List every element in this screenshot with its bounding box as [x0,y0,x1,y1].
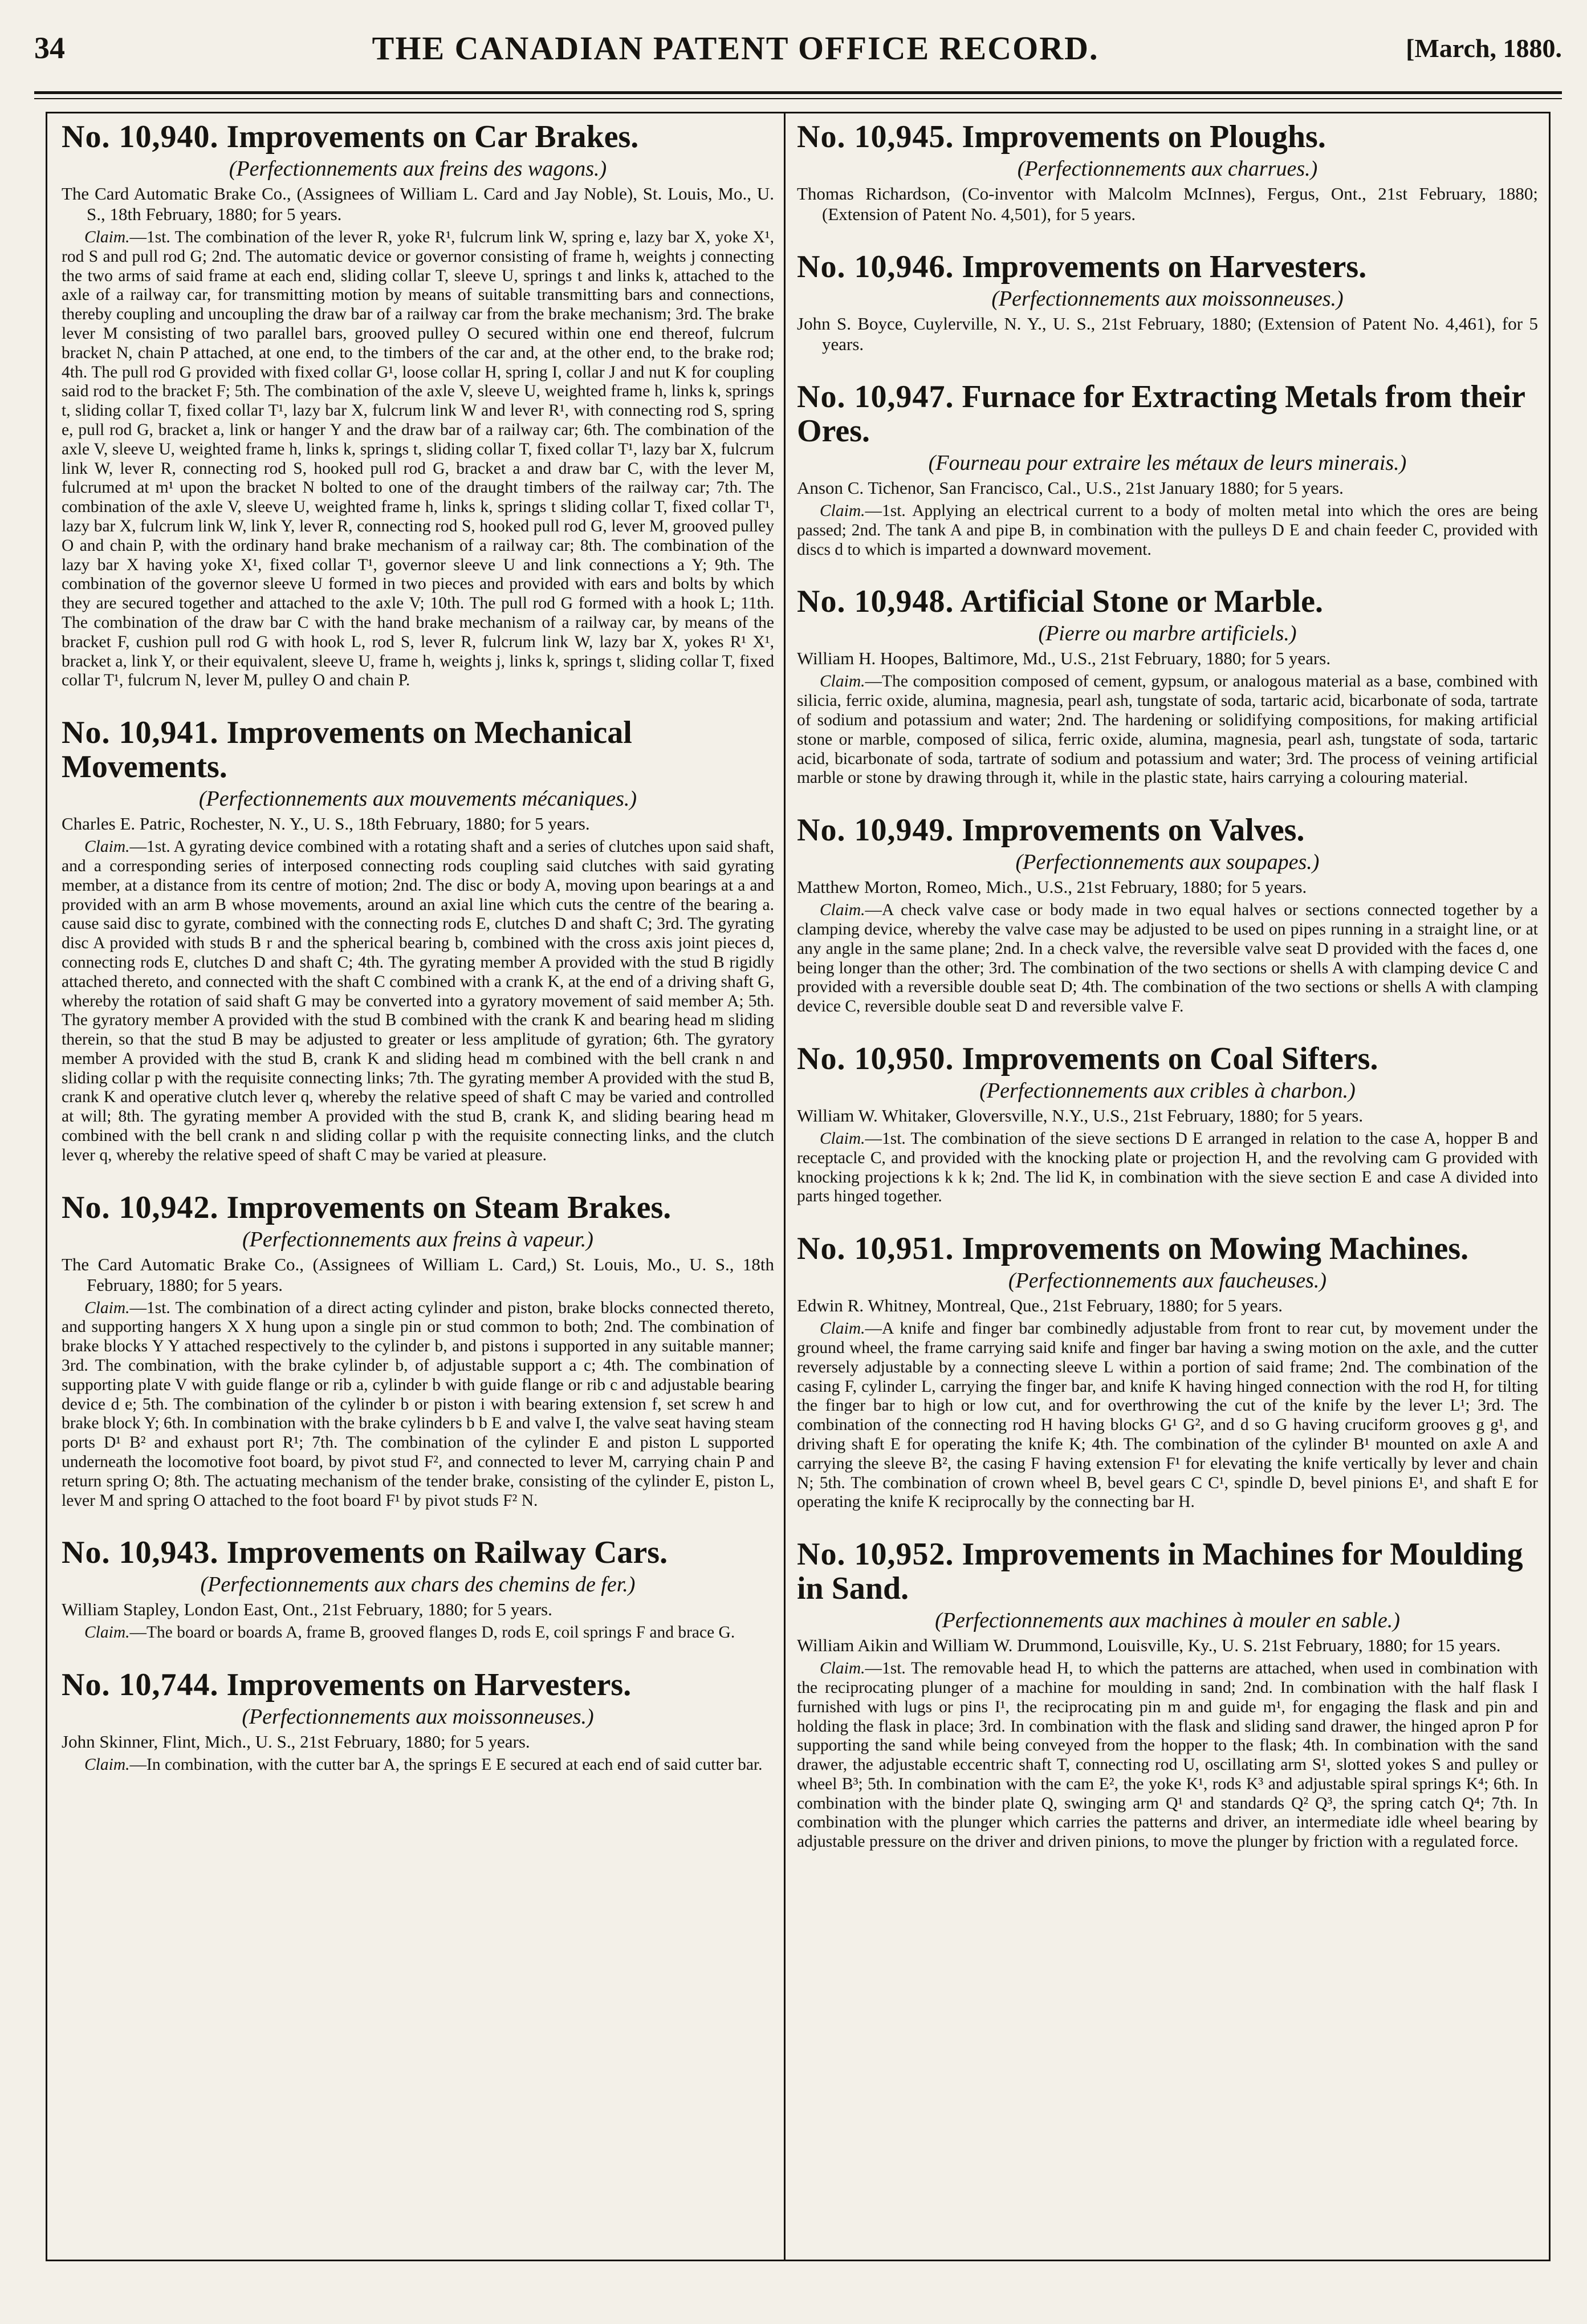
patentee: William Stapley, London East, Ont., 21st February, 1880; for 5 years. [62,1599,552,1620]
patent-title: Improvements on Harvesters. [226,1667,632,1703]
patent-heading [62,716,774,784]
claim-label: Claim. [820,1659,865,1678]
patent-french-title: (Pierre ou marbre artificiels.) [1038,621,1297,646]
patent-entry [62,1535,774,1643]
claim-label: Claim. [820,672,865,691]
patent-number: No. 10,946. [797,249,954,285]
patent-claim [62,1623,774,1643]
patent-french-title: (Perfectionnements aux mouvements mécaniques.) [198,787,637,811]
patent-number: No. 10,943. [62,1535,219,1571]
patent-number: No. 10,952. [797,1537,954,1573]
patent-entry [62,1191,774,1511]
claim-label: Claim. [84,1298,130,1317]
patent-heading [797,250,1538,284]
patent-heading [62,120,774,154]
patent-title: Improvements on Car Brakes. [226,120,639,155]
patentee: William Aikin and William W. Drummond, Louisville, Ky., U. S. 21st February, 1880; for 15 years. [797,1635,1501,1656]
patent-french-title: (Perfectionnements aux cribles à charbon.) [979,1078,1356,1103]
patent-entry [797,1042,1538,1206]
claim-label: Claim. [84,838,130,856]
claim-text: —1st. The combination of the sieve sections D E arranged in relation to the case A, hopper B and receptacle C, and provided with the knocking plate or projection H, and the revolving cam G provided with knocking projections k k k; 2nd. The lid K, in combination with the sieve section E and case A divided into parts hinged together. [797,1129,1538,1206]
claim-label: Claim. [820,502,865,520]
claim-text: —A check valve case or body made in two equal halves or sections connected together by a clamping device, whereby the valve case may be adjusted to be used on pipes running in a straight line, or at any angle in the same plane; 2nd. In a check valve, the reversible valve seat D provided with the faces d, one being longer than the other; 3rd. The combination of the two sections or shells A with clamping device C and provided with a reversible double seat D; 4th. The combination of the two sections or shells A with clamping device C, reversible double seat D and reversible valve F. [797,901,1538,1016]
claim-text: —1st. The combination of the lever R, yoke R¹, fulcrum link W, spring e, lazy bar X, yoke X¹, rod S and pull rod G; 2nd. The automatic device or governor consisting of frame h, weights j connecting the two arms of said frame at each end, sliding collar T, sleeve U, springs t and links k, attached to the axle of a railway car, for transmitting motion by means of suitable transmitting bars and connections, thereby coupling and uncoupling the draw bar of a railway car from the brake mechanism; 3rd. The brake lever M consisting of two parallel bars, grooved pulley O secured within one end thereof, fulcrum bracket N, chain P attached, at one end, to the timbers of the car and, at the other end, to the brake rod; 4th. The pull rod G provided with fixed collar G¹, loose collar H, spring I, collar J and nut K for coupling said rod to the bracket F; 5th. The combination of the axle V, sleeve U, weighted frame h, links k, springs t, sliding collar T, fixed collar T¹, lazy bar X, fulcrum link W and lever R¹, with connecting rod S, spring e, pull rod G, bracket a, link or hanger Y and the draw bar of a railway car; 6th. The combination of the axle V, sleeve U, weighted frame h, links k, springs t, sliding collar T, fixed collar T¹, lazy bar X, fulcrum link W, lever R, connecting rod S, hooked pull rod G, bracket a and draw bar C, with the lever M, fulcrumed at m¹ upon the bracket N bolted to one of the draught timbers of the railway car; 7th. The combination of the axle V, sleeve U, weighted frame h, links k, springs t sliding collar T, fixed collar T¹, lazy bar X, fulcrum link W, link Y, lever R, connecting rod S, hooked pull rod G, lever M, grooved pulley O and chain P, with the ordinary hand brake mechanism of a railway car; 8th. The combination of the lazy bar X having yoke X¹, fixed collar T¹, governor sleeve U and link connections a Y; 9th. The combination of the governor sleeve U formed in two pieces and provided with ears and bolts by which they are secured together and attached to the axle V; 10th. The pull rod G formed with a hook L; 11th. The combination of the draw bar C with the hand brake mechanism of a railway car, by means of the bracket F, cushion pull rod G with hook L, rod S, lever R, fulcrum link W, lazy bar X, yokes R¹ X¹, bracket a, link Y, or their equivalent, sleeve U, frame h, weights j, links k, springs t, sliding collar T, fixed collar T¹, fulcrum N, lever M, pulley O and chain P. [62,228,774,690]
patentee: The Card Automatic Brake Co., (Assignees of William L. Card and Jay Noble), St. Louis, Mo., U. S., 18th February, 1880; for 5 years. [62,184,774,224]
header-rule [34,91,1562,94]
patent-entry [62,1668,774,1775]
patent-number: No. 10,951. [797,1231,954,1267]
patent-claim [797,672,1538,788]
patent-entry [62,120,774,690]
column-divider [784,112,786,2261]
claim-text: —The board or boards A, frame B, grooved flanges D, rods E, coil springs F and brace G. [129,1623,735,1642]
patent-heading [62,1535,774,1570]
patent-heading [797,1232,1538,1266]
patent-claim [62,228,774,690]
page-date: [March, 1880. [1406,33,1562,63]
patent-title: Artificial Stone or Marble. [960,584,1323,620]
patent-french-title: (Perfectionnements aux charrues.) [1017,157,1318,181]
patent-heading [797,1042,1538,1076]
patent-claim [797,502,1538,559]
patent-entry [797,120,1538,225]
patent-heading [797,813,1538,847]
page-title: THE CANADIAN PATENT OFFICE RECORD. [372,29,1099,67]
patent-entry [797,250,1538,355]
patent-title: Improvements in Machines for Moulding in Sand. [797,1537,1523,1607]
patent-entry [797,380,1538,559]
claim-label: Claim. [84,1756,130,1774]
right-column [797,120,1538,2252]
patent-number: No. 10,941. [62,715,219,751]
page-number: 34 [34,31,65,65]
patentee: William H. Hoopes, Baltimore, Md., U.S., 21st February, 1880; for 5 years. [797,648,1331,669]
patent-number: No. 10,947. [797,379,954,415]
patent-entry [62,716,774,1165]
patent-entry [797,584,1538,788]
patentee: Charles E. Patric, Rochester, N. Y., U. S., 18th February, 1880; for 5 years. [62,814,590,834]
patent-number: No. 10,942. [62,1189,219,1225]
claim-label: Claim. [820,901,865,920]
patent-heading [797,380,1538,448]
patent-title: Improvements on Mowing Machines. [962,1231,1469,1267]
patent-french-title: (Fourneau pour extraire les métaux de leurs minerais.) [928,451,1407,475]
header-rule-thin [34,98,1562,99]
patent-heading [62,1191,774,1225]
patent-french-title: (Perfectionnements aux moissonneuses.) [991,287,1344,311]
claim-text: —In combination, with the cutter bar A, the springs E E secured at each end of said cutter bar. [129,1756,763,1774]
patent-french-title: (Perfectionnements aux soupapes.) [1015,850,1320,875]
patent-title: Improvements on Railway Cars. [226,1535,668,1571]
left-column [62,120,774,2252]
patent-claim [62,838,774,1165]
patent-heading [797,120,1538,154]
patentee: Edwin R. Whitney, Montreal, Que., 21st February, 1880; for 5 years. [797,1295,1283,1316]
patent-title: Improvements on Valves. [962,812,1305,848]
patent-number: No. 10,950. [797,1041,954,1076]
patentee: The Card Automatic Brake Co., (Assignees of William L. Card,) St. Louis, Mo., U. S., 18th February, 1880; for 5 years. [62,1254,774,1295]
claim-label: Claim. [84,1623,130,1642]
claim-text: —1st. Applying an electrical current to a body of molten metal into which the ores are being passed; 2nd. The tank A and pipe B, in combination with the pulleys D E and chain feeder C, provided with discs d to which is imparted a downward movement. [797,502,1538,559]
patent-heading [62,1668,774,1702]
patent-french-title: (Perfectionnements aux freins à vapeur.) [242,1227,593,1252]
patent-number: No. 10,949. [797,812,954,848]
patent-title: Improvements on Harvesters. [962,249,1367,285]
patentee: William W. Whitaker, Gloversville, N.Y., U.S., 21st February, 1880; for 5 years. [797,1105,1364,1126]
patent-number: No. 10,948. [797,584,954,620]
patent-claim [797,901,1538,1017]
patent-entry [797,1232,1538,1512]
claim-text: —1st. A gyrating device combined with a rotating shaft and a series of clutches upon said shaft, and a corresponding series of interposed connecting rods coupling said clutches with said gyrating member, at a distance from its centre of motion; 2nd. The disc or body A, moving upon bearings at a and provided with an arm B whose movements, around an axial line which cuts the centre of the bearing a. cause said disc to gyrate, combined with the connecting rods E, clutches D and shaft C; 3rd. The gyrating disc A provided with studs B r and the spherical bearing b, combined with the cross axis joint pieces d, connecting rods E, clutches D and shaft C; 4th. The gyrating member A provided with the stud B rigidly attached thereto, and connected with the shaft C combined with a crank K, at the end of a driving shaft G, whereby the rotation of said shaft G may be converted into a gyratory movement of said member A; 5th. The gyratory member A provided with the stud B combined with the crank K and bearing head m sliding therein, so that the stud B may be adjusted to greater or less amplitude of gyration; 6th. The gyratory member A provided with the stud B, crank K and sliding head m combined with the bell crank n and sliding collar p with the requisite connecting links; 7th. The gyrating member A provided with the stud B, crank K and operative clutch lever q, whereby the relative speed of shaft C may be varied and controlled at will; 8th. The gyrating member A provided with the stud B, crank K, and sliding bearing head m combined with the bell crank n and sliding collar p with the requisite connecting links, and the clutch lever q, whereby the relative speed of shaft C may be varied at pleasure. [62,838,774,1164]
patent-heading [797,584,1538,619]
patent-claim [62,1756,774,1775]
patent-french-title: (Perfectionnements aux chars des chemins de fer.) [200,1573,636,1597]
claim-label: Claim. [820,1319,865,1338]
patent-claim [62,1299,774,1511]
claim-text: —A knife and finger bar combinedly adjustable from front to rear cut, by movement under the ground wheel, the frame carrying said knife and finger bar having a swing motion on the axle, and the cutter reversely adjustable by a connecting sleeve L within a portion of said frame; 2nd. The combination of the casing F, cylinder L, carrying the finger bar, and knife K having hinged connection with the rod H, for tilting the finger bar to high or low cut, and for overthrowing the cut of the knife by the lever L¹; 3rd. The combination of the connecting rod H having blocks G¹ G², and d so G having cruciform grooves g g¹, and driving shaft E for operating the knife K; 4th. The combination of the cylinder B¹ mounted on axle A and carrying the sleeve B², the casing F having extension F¹ for elevating the knife vertically by lever and chain N; 5th. The combination of crown wheel B, bevel gears C C¹, spindle D, bevel pinions E¹, and shaft E for operating the knife K reciprocally by the connecting bar H. [797,1319,1538,1512]
patent-title: Improvements on Steam Brakes. [226,1189,672,1225]
patent-claim [797,1130,1538,1206]
patent-title: Furnace for Extracting Metals from their Ores. [797,379,1525,449]
patent-title: Improvements on Ploughs. [962,120,1326,155]
patentee: John Skinner, Flint, Mich., U. S., 21st February, 1880; for 5 years. [62,1732,530,1752]
patent-claim [797,1319,1538,1512]
claim-label: Claim. [820,1129,865,1148]
page-header [34,23,1562,73]
patent-heading [797,1537,1538,1606]
patent-title: Improvements on Coal Sifters. [962,1041,1378,1076]
patent-french-title: (Perfectionnements aux faucheuses.) [1008,1269,1327,1293]
claim-text: —1st. The combination of a direct acting cylinder and piston, brake blocks connected thereto, and supporting hangers X X hung upon a single pin or stud common to both; 2nd. The combination of brake blocks Y Y attached respectively to the cylinder b, and pistons i supported in any suitable manner; 3rd. The combination, with the brake cylinder b, of adjustable support a c; 4th. The combination of supporting plate V with guide flange or rib a, cylinder b with guide flange or rib c and adjustable bearing device d e; 5th. The combination of the cylinder b or piston i with bearing extension f, set screw h and brake block Y; 6th. In combination with the brake cylinders b b E and valve I, the valve seat having steam ports D¹ B² and exhaust port R¹; 7th. The combination of the cylinder E and piston L supported underneath the locomotive foot board, by pivot stud F², and connected to lever M, carrying chain P and return spring O; 8th. The actuating mechanism of the tender brake, consisting of the cylinder E, piston L, lever M and spring O attached to the foot board F¹ by pivot studs F² N. [62,1298,774,1510]
patent-french-title: (Perfectionnements aux machines à mouler en sable.) [935,1608,1400,1633]
patent-number: No. 10,744. [62,1667,219,1703]
patentee: Matthew Morton, Romeo, Mich., U.S., 21st February, 1880; for 5 years. [797,877,1307,897]
claim-text: —1st. The removable head H, to which the patterns are attached, when used in combination with the reciprocating plunger of a machine for moulding in sand; 2nd. In combination with the half flask I furnished with lugs or pins I¹, the reciprocating pin m and guide m¹, for engaging the flask and pin and holding the flask in place; 3rd. In combination with the flask and sliding sand drawer, the hinged apron P for supporting the sand while being conveyed from the hopper to the flask; 4th. In combination with the sand drawer, the adjustable eccentric shaft T, connecting rod U, oscillating arm S¹, slotted yokes S and pulley or wheel B³; 5th. In combination with the cam E², the yoke K¹, rods K³ and adjustable spiral springs K⁴; 6th. In combination with the binder plate Q, swinging arm Q¹ and standards Q² Q³, the spring catch Q⁴; 7th. In combination with the plunger which carries the patterns and driver, an intermediate idle wheel bearing by adjustable pressure on the driver and driven pinions, to move the plunger by friction with a regulated force. [797,1659,1538,1851]
patentee: John S. Boyce, Cuylerville, N. Y., U. S., 21st February, 1880; (Extension of Patent No. 4,461), for 5 years. [797,314,1538,354]
claim-text: —The composition composed of cement, gypsum, or analogous material as a base, combined with silicia, ferric oxide, alumina, magnesia, pearl ash, tungstate of soda, tartaric acid, bicarbonate of soda, tartrate of sodium and potassium and water; 2nd. The hardening or solidifying compositions, for making artificial stone or marble, composed of silica, ferric oxide, alumina, magnesia, pearl ash, tungstate of soda, tartaric acid, bicarbonate of soda, tartrate of sodium and potassium and water; 3rd. The process of veining artificial marble or stone by drawing through it, while in the plastic state, hairs carrying a colouring material. [797,672,1538,787]
claim-label: Claim. [84,228,130,246]
patentee: Anson C. Tichenor, San Francisco, Cal., U.S., 21st January 1880; for 5 years. [797,478,1344,498]
patent-number: No. 10,945. [797,120,954,155]
patent-claim [797,1659,1538,1852]
patent-number: No. 10,940. [62,120,219,155]
patentee: Thomas Richardson, (Co-inventor with Malcolm McInnes), Fergus, Ont., 21st February, 1880; (Extension of Patent No. 4,501), for 5 years. [797,184,1538,224]
patent-entry [797,813,1538,1017]
patent-french-title: (Perfectionnements aux moissonneuses.) [242,1705,594,1729]
patent-entry [797,1537,1538,1852]
patent-french-title: (Perfectionnements aux freins des wagons.) [229,157,607,181]
patent-title: Improvements on Mechanical Movements. [62,715,632,785]
